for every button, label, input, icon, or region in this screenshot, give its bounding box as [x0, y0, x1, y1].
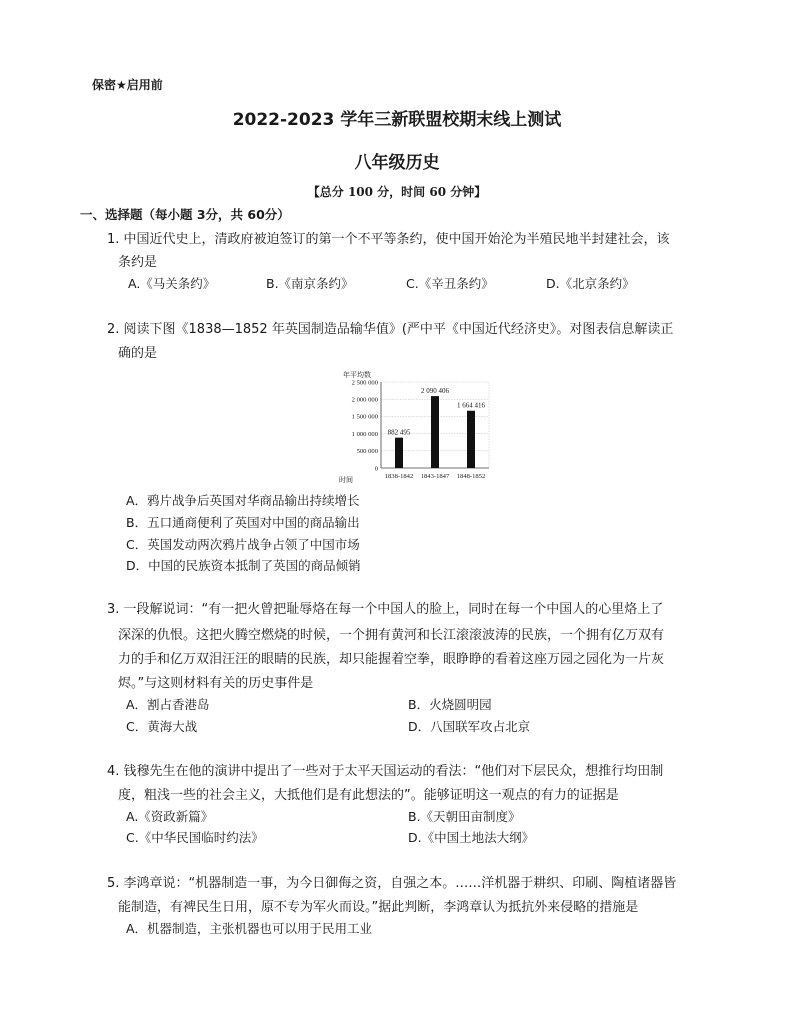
- option-d: D．中国的民族资本抵制了英国的商品倾销: [126, 558, 361, 573]
- question-text: 1. 中国近代史上，清政府被迫签订的第一个不平等条约，使中国开始沦为半殖民地半封建社会，该: [107, 232, 670, 247]
- question-text: 4. 钱穆先生在他的演讲中提出了一些对于太平天国运动的看法：“他们对下层民众，想推行均田制: [107, 764, 664, 779]
- option-b: B．火烧圆明园: [408, 697, 492, 712]
- question-text: 5. 李鸿章说：“机器制造一事，为今日御侮之资，自强之本。……洋机器于耕织、印刷、陶植诸器皆: [107, 876, 677, 891]
- y-tick-labels: [352, 379, 379, 472]
- option-a: A．机器制造，主张机器也可以用于民用工业: [126, 921, 373, 936]
- option-a: A.《资政新篇》: [126, 809, 214, 824]
- x-tick-label: 1838-1842: [384, 473, 414, 480]
- option-a: A．割占香港岛: [126, 697, 210, 712]
- x-tick-labels: [385, 473, 486, 480]
- bar: [431, 396, 439, 468]
- y-tick-label: 0: [374, 465, 378, 473]
- x-axis-label: 时间: [339, 476, 353, 484]
- bar: [467, 411, 475, 468]
- option-c: C.《辛丑条约》: [406, 276, 494, 291]
- export-value-chart: [337, 365, 497, 485]
- question-text: 3. 一段解说词：“有一把火曾把耻辱烙在每一个中国人的脸上，同时在每一个中国人的心里烙上了: [107, 602, 664, 617]
- y-tick-label: 500 000: [356, 448, 378, 456]
- option-c: C.《中华民国临时约法》: [126, 830, 264, 845]
- section-heading: 一、选择题（每小题 3分，共 60分）: [80, 207, 290, 222]
- option-b: B．五口通商便利了英国对中国的商品输出: [126, 515, 360, 530]
- confidential-label: 保密★启用前: [92, 78, 163, 92]
- x-tick-label: 1848-1852: [456, 473, 486, 480]
- option-c: C．英国发动两次鸦片战争占领了中国市场: [126, 537, 360, 552]
- option-d: D.《中国土地法大纲》: [408, 830, 535, 845]
- y-tick-label: 1 500 000: [351, 413, 378, 421]
- y-axis-label: 年平均数: [343, 371, 371, 379]
- option-a: A.《马关条约》: [128, 276, 216, 291]
- bar-value-label: 1 664 416: [457, 401, 485, 410]
- option-c: C．黄海大战: [126, 719, 198, 734]
- x-tick-label: 1843-1847: [420, 473, 450, 480]
- option-d: D．八国联军攻占北京: [408, 719, 531, 734]
- y-tick-label: 2 000 000: [351, 396, 378, 404]
- option-d: D.《北京条约》: [546, 276, 635, 291]
- y-tick-label: 1 000 000: [351, 430, 378, 438]
- bar: [395, 438, 403, 468]
- exam-subject: 八年级历史: [354, 153, 440, 173]
- exam-info: 【总分 100 分，时间 60 分钟】: [307, 185, 487, 199]
- option-b: B.《南京条约》: [266, 276, 354, 291]
- bar-value-label: 882 495: [387, 428, 411, 437]
- question-text: 力的手和亿万双泪汪汪的眼睛的民族，却只能握着空拳，眼睁睁的看着这座万园之园化为一片灰: [118, 652, 665, 667]
- question-text: 度，粗浅一些的社会主义，大抵他们是有此想法的”。能够证明这一观点的有力的证据是: [118, 788, 619, 803]
- bar-value-label: 2 090 406: [421, 387, 449, 396]
- question-text: 条约是: [118, 255, 158, 270]
- question-text: 确的是: [118, 346, 158, 361]
- question-text: 2. 阅读下图《1838—1852 年英国制造品输华值》(严中平《中国近代经济史》。对图表信息解读正: [107, 322, 674, 337]
- exam-title: 2022-2023 学年三新联盟校期末线上测试: [232, 110, 562, 130]
- question-text: 深深的仇恨。这把火腾空燃烧的时候，一个拥有黄河和长江滚滚波涛的民族，一个拥有亿万双有: [118, 628, 665, 643]
- question-text: 能制造，有裨民生日用，原不专为军火而设。”据此判断，李鸿章认为抵抗外来侵略的措施是: [118, 900, 639, 915]
- question-text: 烬。”与这则材料有关的历史事件是: [118, 676, 314, 691]
- y-tick-label: 2 500 000: [351, 379, 378, 387]
- option-a: A．鸦片战争后英国对华商品输出持续增长: [126, 493, 360, 508]
- option-b: B.《天朝田亩制度》: [408, 809, 521, 824]
